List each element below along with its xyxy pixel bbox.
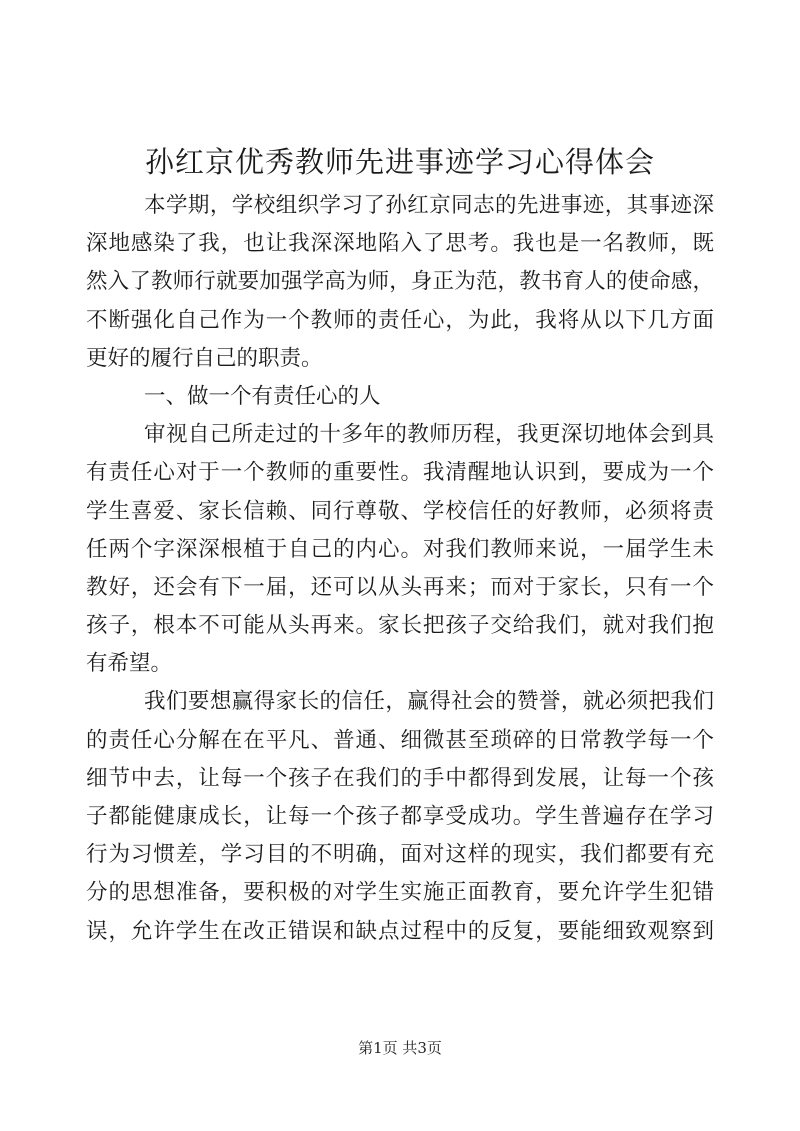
text-line: 一、做一个有责任心的人 [144,383,381,409]
text-line: 我们要想赢得家长的信任，赢得社会的赞誉，就必须把我们 [144,689,714,715]
text-line: 深地感染了我，也让我深深地陷入了思考。我也是一名教师，既 [86,231,714,257]
text-line: 行为习惯差，学习目的不明确，面对这样的现实，我们都要有充 [86,842,714,868]
document-body [86,187,714,951]
text-line: 任两个字深深根植于自己的内心。对我们教师来说，一届学生未 [86,536,714,562]
text-line: 细节中去，让每一个孩子在我们的手中都得到发展，让每一个孩 [86,765,714,791]
text-line: 有希望。 [86,651,173,677]
text-line: 更好的履行自己的职责。 [86,345,323,371]
text-line: 然入了教师行就要加强学高为师，身正为范，教书育人的使命感， [86,269,714,295]
text-line: 孩子，根本不可能从头再来。家长把孩子交给我们，就对我们抱 [86,613,714,639]
text-line: 本学期，学校组织学习了孙红京同志的先进事迹，其事迹深 [144,193,714,218]
text-line: 审视自己所走过的十多年的教师历程，我更深切地体会到具 [144,422,714,448]
text-line: 教好，还会有下一届，还可以从头再来；而对于家长，只有一个 [86,574,714,600]
text-line: 误，允许学生在改正错误和缺点过程中的反复，要能细致观察到 [86,918,714,944]
page-footer: 第1页 共3页 [358,1039,442,1057]
text-line: 不断强化自己作为一个教师的责任心，为此，我将从以下几方面 [86,307,714,333]
text-line: 有责任心对于一个教师的重要性。我清醒地认识到，要成为一个 [86,460,714,486]
text-line: 子都能健康成长，让每一个孩子都享受成功。学生普遍存在学习 [86,804,714,829]
text-line: 的责任心分解在在平凡、普通、细微甚至琐碎的日常教学每一个 [86,727,714,753]
text-line: 分的思想准备，要积极的对学生实施正面教育，要允许学生犯错 [86,880,714,906]
text-line: 学生喜爱、家长信赖、同行尊敬、学校信任的好教师，必须将责 [86,498,714,524]
document-title: 孙红京优秀教师先进事迹学习心得体会 [144,145,655,179]
